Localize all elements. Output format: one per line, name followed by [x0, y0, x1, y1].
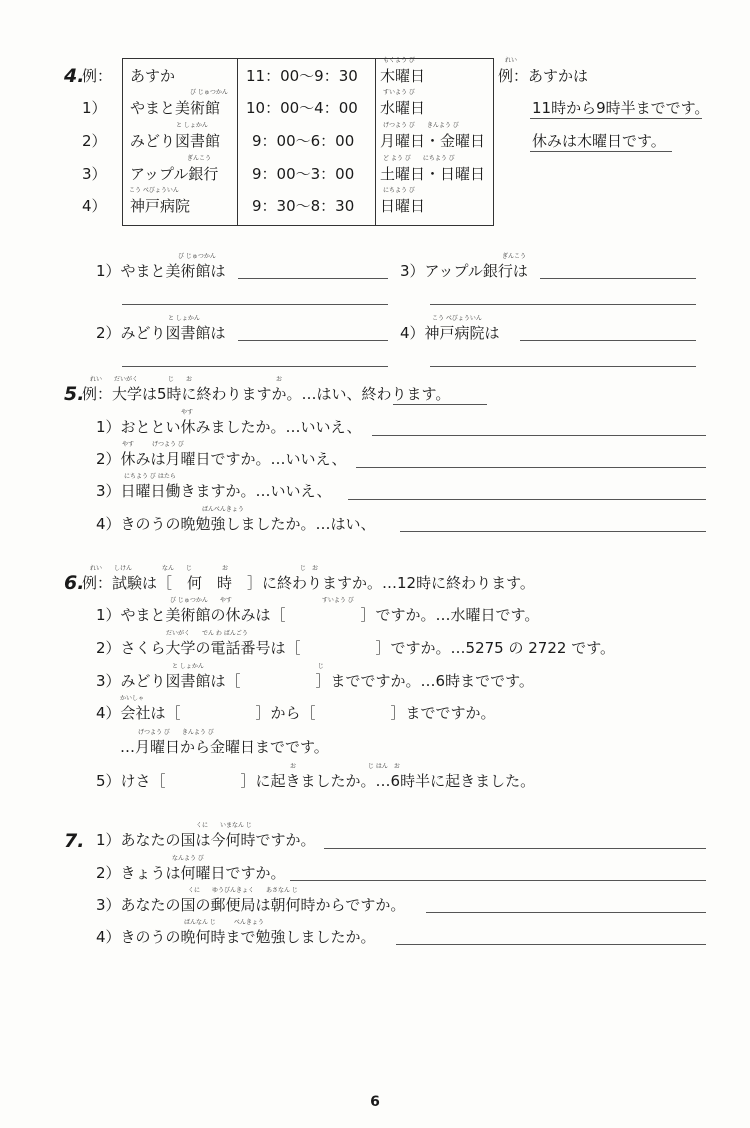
s7-answer-2-line[interactable] — [290, 880, 706, 881]
s4-answer-2-line[interactable] — [238, 340, 388, 341]
table-row-label: 1） — [82, 99, 107, 117]
s5-item-1: 1）おととい休みましたか。…いいえ、 — [96, 418, 362, 436]
table-row-label: 4） — [82, 197, 107, 215]
s6-item-4-answer: …月曜日から金曜日までです。 — [120, 738, 329, 756]
page-number: 6 — [370, 1094, 380, 1110]
section-6-number: 6. — [64, 572, 85, 594]
table-row-label: 2） — [82, 132, 107, 150]
s6-item-1: 1）やまと美術館の休みは［ ］ですか。…水曜日です。 — [96, 606, 540, 624]
s6-item-4: 4）会社は［ ］から［ ］までですか。 — [96, 704, 496, 722]
s4-answer-3-line2[interactable] — [430, 304, 696, 305]
example-answer-line2: 休みは木曜日です。 — [532, 132, 666, 150]
s6-item-2: 2）さくら大学の電話番号は［ ］ですか。…5275 の 2722 です。 — [96, 639, 615, 657]
s6-item-5: 5）けさ［ ］に起きましたか。…6時半に起きました。 — [96, 772, 536, 790]
table-cell-days: 木曜日 — [380, 67, 426, 85]
table-cell-hours: 10：00〜4：00 — [246, 99, 358, 117]
s5-item-2: 2）休みは月曜日ですか。…いいえ、 — [96, 450, 347, 468]
s7-item-3: 3）あなたの国の郵便局は朝何時からですか。 — [96, 896, 406, 914]
s4-answer-1-line[interactable] — [238, 278, 388, 279]
s4-answer-1-line2[interactable] — [122, 304, 388, 305]
s5-item-4: 4）きのうの晩勉強しましたか。…はい、 — [96, 515, 376, 533]
table-cell-name: アップル銀行 — [130, 165, 219, 183]
table-cell-hours: 11：00〜9：30 — [246, 67, 358, 85]
s5-answer-2-line[interactable] — [356, 467, 706, 468]
example-label: 例：あすかは — [498, 67, 589, 85]
s4-answer-3-prompt: 3）アップル銀行は — [400, 262, 528, 280]
s4-answer-1-prompt: 1）やまと美術館は — [96, 262, 226, 280]
s7-answer-1-line[interactable] — [324, 848, 706, 849]
table-cell-hours: 9：00〜6：00 — [252, 132, 355, 150]
s5-answer-4-line[interactable] — [400, 531, 706, 532]
s4-answer-2-prompt: 2）みどり図書館は — [96, 324, 226, 342]
table-cell-hours: 9：30〜8：30 — [252, 197, 355, 215]
s6-example: 例：試験は［ 何 時 ］に終わりますか。…12時に終わります。 — [82, 574, 535, 592]
s4-answer-4-line[interactable] — [520, 340, 696, 341]
table-cell-name: やまと美術館 — [130, 99, 221, 117]
s4-answer-3-line[interactable] — [540, 278, 696, 279]
s5-example: 例：大学は5時に終わりますか。…はい、終わります。 — [82, 385, 451, 403]
s6-item-3: 3）みどり図書館は［ ］までですか。…6時までです。 — [96, 672, 534, 690]
section-7-number: 7. — [64, 830, 85, 852]
s7-answer-3-line[interactable] — [426, 912, 706, 913]
table-cell-days: 月曜日・金曜日 — [380, 132, 486, 150]
s5-answer-1-line[interactable] — [372, 435, 706, 436]
s4-answer-4-line2[interactable] — [430, 366, 696, 367]
table-cell-name: 神戸病院 — [130, 197, 191, 215]
example-answer-line1: 11時から9時半までです。 — [532, 99, 710, 117]
table-row-label: 例： — [82, 67, 113, 85]
table-cell-name: みどり図書館 — [130, 132, 221, 150]
s4-answer-2-line2[interactable] — [122, 366, 388, 367]
table-row-label: 3） — [82, 165, 107, 183]
table-cell-days: 水曜日 — [380, 99, 426, 117]
table-cell-hours: 9：00〜3：00 — [252, 165, 355, 183]
table-cell-days: 日曜日 — [380, 197, 426, 215]
s7-item-1: 1）あなたの国は今何時ですか。 — [96, 831, 316, 849]
s4-answer-4-prompt: 4）神戸病院は — [400, 324, 500, 342]
s5-item-3: 3）日曜日働きますか。…いいえ、 — [96, 482, 332, 500]
table-cell-name: あすか — [130, 67, 176, 85]
s7-item-2: 2）きょうは何曜日ですか。 — [96, 864, 286, 882]
s7-answer-4-line[interactable] — [396, 944, 706, 945]
s5-answer-3-line[interactable] — [348, 499, 706, 500]
table-cell-days: 土曜日・日曜日 — [380, 165, 486, 183]
section-5-number: 5. — [64, 383, 85, 405]
s7-item-4: 4）きのうの晩何時まで勉強しましたか。 — [96, 928, 376, 946]
section-4-number: 4. — [64, 65, 85, 87]
